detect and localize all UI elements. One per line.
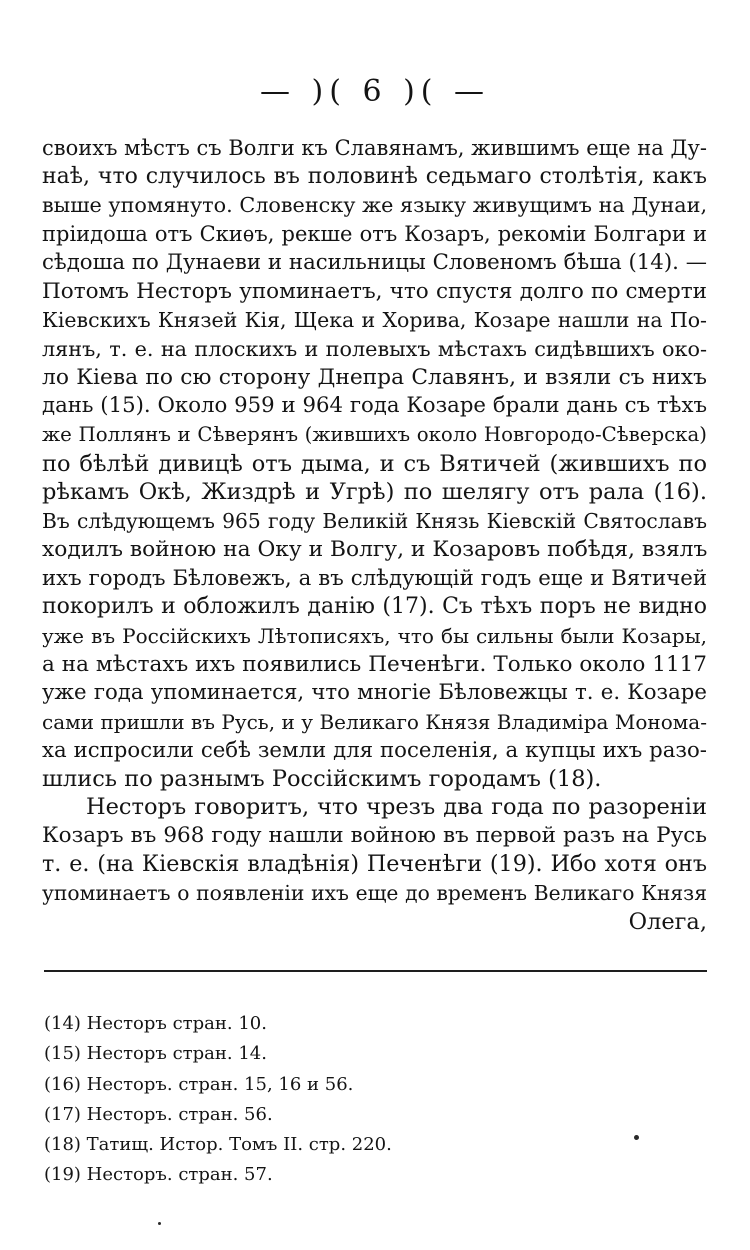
text-line: сами пришли въ Русь, и у Великаго Князя Владиміра Монома- <box>42 710 707 735</box>
footnote-15: (15) Несторъ стран. 14. <box>44 1043 267 1065</box>
text-line: сѣдоша по Дунаеви и насильницы Словеномъ бѣша (14). — <box>42 249 707 275</box>
text-line: по бѣлѣй дивицѣ отъ дыма, и съ Вятичей (жившихъ по <box>42 450 707 477</box>
ink-speck <box>634 1135 639 1140</box>
text-line: Въ слѣдующемъ 965 году Великій Князь Кіевскій Святославъ <box>42 509 707 534</box>
paragraph-1 <box>42 134 707 794</box>
text-line: уже года упоминается, что многіе Бѣловежцы т. е. Козаре <box>42 680 707 706</box>
text-line: дань (15). Около 959 и 964 года Козаре брали дань съ тѣхъ <box>42 393 707 419</box>
text-line: ихъ городъ Бѣловежъ, а въ слѣдующій годъ еще и Вятичей <box>42 565 707 591</box>
text-line: уже въ Россійскихъ Лѣтописяхъ, что бы сильны были Козары, <box>42 623 707 648</box>
text-line: ходилъ войною на Оку и Волгу, и Козаровъ побѣдя, взялъ <box>42 536 707 562</box>
footnote-19: (19) Несторъ. стран. 57. <box>44 1164 273 1186</box>
text-line: ло Кіева по сю сторону Днепра Славянъ, и взяли съ нихъ <box>42 364 707 390</box>
text-line: Козаръ въ 968 году нашли войною въ первой разъ на Русь <box>42 822 707 848</box>
ink-speck <box>158 1222 161 1225</box>
text-line: Кіевскихъ Князей Кія, Щека и Хорива, Козаре нашли на По- <box>42 308 707 333</box>
page-number-header: — )( 6 )( — <box>259 74 491 109</box>
text-line: наѣ, что случилось въ половинѣ седьмаго столѣтія, какъ <box>42 163 707 189</box>
footnotes <box>44 1009 664 1191</box>
text-line: шлись по разнымъ Россійскимъ городамъ (18). <box>42 766 602 793</box>
text-line: ха испросили себѣ земли для поселенія, а купцы ихъ разо- <box>42 737 707 763</box>
footnote-17: (17) Несторъ. стран. 56. <box>44 1103 273 1125</box>
text-line: Потомъ Несторъ упоминаетъ, что спустя долго по смерти <box>42 278 707 304</box>
text-line: упоминаетъ о появленіи ихъ еще до временъ Великаго Князя <box>42 881 707 906</box>
paragraph-2 <box>42 793 707 937</box>
footnote-18: (18) Татищ. Истор. Томъ II. стр. 220. <box>44 1134 392 1156</box>
text-line: т. е. (на Кіевскія владѣнія) Печенѣги (19). Ибо хотя онъ <box>42 851 707 878</box>
text-line: же Поллянъ и Сѣверянъ (жившихъ около Новгородо-Сѣверска) <box>42 423 707 447</box>
text-line: пріидоша отъ Скиѳъ, рекше отъ Козаръ, рекоміи Болгари и <box>42 222 707 247</box>
footnote-16: (16) Несторъ. стран. 15, 16 и 56. <box>44 1073 354 1095</box>
text-line: своихъ мѣстъ съ Волги къ Славянамъ, жившимъ еще на Ду- <box>42 136 707 160</box>
footnote-14: (14) Несторъ стран. 10. <box>44 1013 267 1034</box>
catchword: Олега, <box>628 908 707 935</box>
text-line: рѣкамъ Окѣ, Жиздрѣ и Угрѣ) по шелягу отъ рала (16). <box>42 479 707 506</box>
text-line: покорилъ и обложилъ данію (17). Съ тѣхъ поръ не видно <box>42 594 707 620</box>
footnote-divider <box>44 970 707 972</box>
text-line: Несторъ говоритъ, что чрезъ два года по разореніи <box>86 794 707 820</box>
text-line: а на мѣстахъ ихъ появились Печенѣги. Только около 1117 <box>42 651 707 677</box>
text-line: лянъ, т. е. на плоскихъ и полевыхъ мѣстахъ сидѣвшихъ око- <box>42 336 707 361</box>
text-line: выше упомянуто. Словенску же языку живущимъ на Дунаи, <box>42 193 707 218</box>
